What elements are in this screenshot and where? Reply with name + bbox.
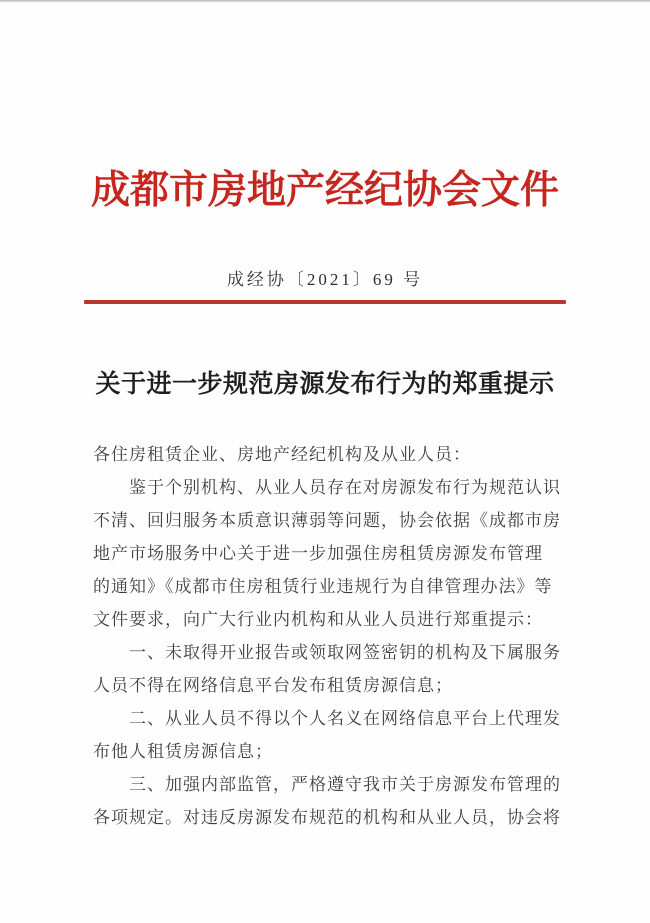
body-text-line: 人员不得在网络信息平台发布租赁房源信息； — [93, 676, 453, 695]
body-text-line: 二、从业人员不得以个人名义在网络信息平台上代理发 — [129, 709, 561, 728]
document-number: 成经协〔2021〕69 号 — [226, 270, 424, 289]
body-text-line: 不清、回归服务本质意识薄弱等问题，协会依据《成都市房 — [93, 511, 561, 530]
body-text-line: 一、未取得开业报告或领取网签密钥的机构及下属服务 — [129, 643, 561, 662]
body-text-line: 的通知》《成都市住房租赁行业违规行为自律管理办法》等 — [93, 577, 553, 596]
body-text-line: 地产市场服务中心关于进一步加强住房租赁房源发布管理 — [93, 544, 543, 563]
body-text-line: 文件要求，向广大行业内机构和从业人员进行郑重提示： — [93, 610, 543, 629]
body-text-line: 鉴于个别机构、从业人员存在对房源发布行为规范认识 — [129, 478, 561, 497]
document-header-title: 成都市房地产经纪协会文件 — [90, 169, 559, 212]
red-divider-line — [84, 300, 566, 304]
document-title: 关于进一步规范房源发布行为的郑重提示 — [95, 371, 555, 398]
scan-top-edge — [0, 0, 650, 3]
body-text-line: 各项规定。对违反房源发布规范的机构和从业人员，协会将 — [93, 808, 561, 827]
body-text-line: 三、加强内部监管，严格遵守我市关于房源发布管理的 — [129, 775, 561, 794]
body-text-line: 各住房租赁企业、房地产经纪机构及从业人员： — [93, 445, 471, 464]
document-body — [93, 438, 569, 834]
body-text-line: 布他人租赁房源信息； — [93, 742, 273, 761]
